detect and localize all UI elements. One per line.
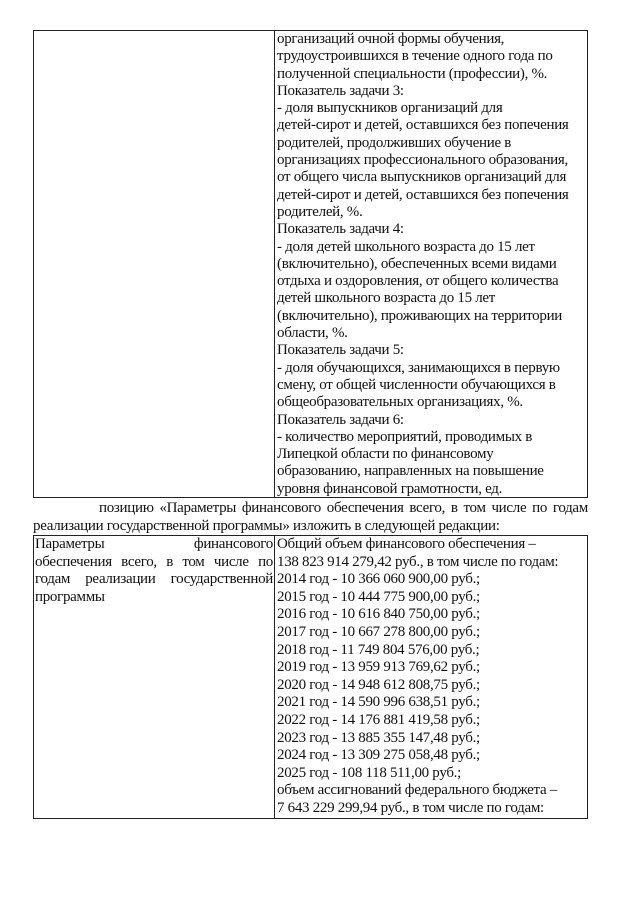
text-line: 2023 год - 13 885 355 147,48 руб.; [277, 729, 480, 746]
text-line: 2022 год - 14 176 881 419,58 руб.; [277, 711, 480, 728]
text-line: родителей, %. [277, 203, 363, 220]
text-line: Показатель задачи 3: [277, 82, 404, 99]
text-line: 2019 год - 13 959 913 769,62 руб.; [277, 659, 480, 676]
text-line: объем ассигнований федерального бюджета – [277, 782, 557, 799]
financing-value-cell [275, 536, 587, 818]
text-line: (включительно), обеспеченных всеми видами [277, 255, 557, 272]
text-line: 138 823 914 279,42 руб., в том числе по годам: [277, 553, 559, 570]
text-line: Показатель задачи 5: [277, 342, 404, 359]
text-line: области, %. [277, 325, 348, 342]
text-line: от общего числа выпускников организаций для [277, 169, 567, 186]
text-line: 7 643 229 299,94 руб., в том числе по годам: [277, 799, 544, 816]
text-line: годам реализации государственной [35, 571, 273, 588]
text-line: - доля детей школьного возраста до 15 лет [277, 238, 535, 255]
amendment-paragraph [33, 500, 588, 535]
text-line: 2014 год - 10 366 060 900,00 руб.; [277, 571, 480, 588]
text-line: родителей, продолживших обучение в [277, 134, 512, 151]
text-line: полученной специальности (профессии), %. [277, 65, 548, 82]
financing-table [33, 535, 588, 819]
text-line: (включительно), проживающих на территории [277, 307, 563, 324]
text-line: организаций очной формы обучения, [277, 31, 505, 47]
text-line: детей-сирот и детей, оставшихся без попечения [277, 117, 569, 134]
text-line: Показатель задачи 6: [277, 411, 404, 428]
text-line: общеобразовательных организациях, %. [277, 394, 523, 411]
text-line: 2017 год - 10 667 278 800,00 руб.; [277, 623, 480, 640]
text-line: организациях профессионального образования, [277, 152, 568, 169]
text-line: обеспечения всего, в том числе по [35, 553, 273, 570]
text-line: уровня финансовой грамотности, ед. [277, 480, 503, 497]
text-line: 2020 год - 14 948 612 808,75 руб.; [277, 676, 480, 693]
text-line: 2025 год - 108 118 511,00 руб.; [277, 764, 461, 781]
text-line: 2015 год - 10 444 775 900,00 руб.; [277, 588, 480, 605]
paragraph-line: реализации государственной программы» изложить в следующей редакции: [33, 517, 500, 534]
text-line: Липецкой области по финансовому [277, 446, 494, 463]
indicators-value-cell [275, 31, 587, 497]
text-line: 2016 год - 10 616 840 750,00 руб.; [277, 606, 480, 623]
text-line: отдыха и оздоровления, от общего количества [277, 273, 559, 290]
text-line: детей-сирот и детей, оставшихся без попечения [277, 186, 569, 203]
text-line: Параметры финансового [35, 536, 273, 552]
text-line: Общий объем финансового обеспечения – [277, 536, 536, 552]
text-line: программы [35, 588, 105, 605]
text-line: 2024 год - 13 309 275 058,48 руб.; [277, 747, 480, 764]
text-line: - доля выпускников организаций для [277, 100, 503, 117]
text-line: трудоустроившихся в течение одного года по [277, 48, 553, 65]
text-line: детей школьного возраста до 15 лет [277, 290, 496, 307]
paragraph-line: позицию «Параметры финансового обеспечения всего, в том числе по годам [99, 500, 588, 516]
text-line: смену, от общей численности обучающихся в [277, 376, 556, 393]
text-line: 2018 год - 11 749 804 576,00 руб.; [277, 641, 480, 658]
indicators-label-cell [34, 31, 275, 497]
financing-label-cell [34, 536, 275, 818]
text-line: - количество мероприятий, проводимых в [277, 428, 533, 445]
indicators-table [33, 30, 588, 498]
text-line: образованию, направленных на повышение [277, 463, 544, 480]
text-line: 2021 год - 14 590 996 638,51 руб.; [277, 694, 480, 711]
text-line: - доля обучающихся, занимающихся в первую [277, 359, 560, 376]
text-line: Показатель задачи 4: [277, 221, 404, 238]
